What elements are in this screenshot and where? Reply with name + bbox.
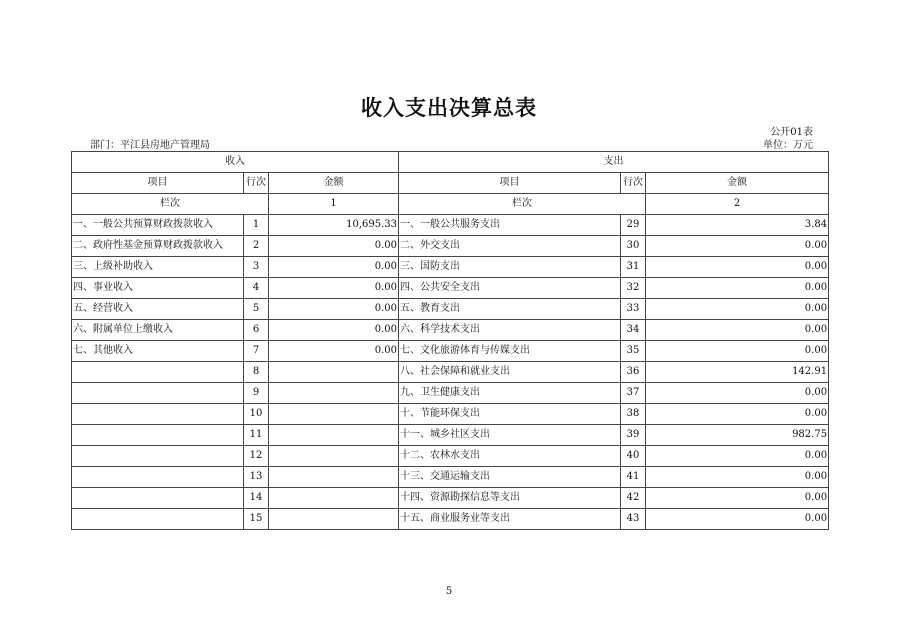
expense-amount-cell: 0.00 — [646, 299, 829, 320]
expense-amount-cell: 0.00 — [646, 446, 829, 467]
income-line-cell: 15 — [244, 509, 269, 530]
table-row — [72, 404, 829, 425]
table-row — [72, 467, 829, 488]
income-item-cell: 三、上级补助收入 — [72, 257, 244, 278]
column-number-row — [72, 194, 829, 215]
expense-header: 支出 — [399, 152, 829, 173]
expense-amount-cell: 0.00 — [646, 236, 829, 257]
expense-amount-cell: 0.00 — [646, 341, 829, 362]
expense-amount-cell: 0.00 — [646, 404, 829, 425]
expense-item-cell: 三、国防支出 — [399, 257, 621, 278]
expense-item-cell: 八、社会保障和就业支出 — [399, 362, 621, 383]
income-item-cell: 七、其他收入 — [72, 341, 244, 362]
expense-line-cell: 39 — [621, 425, 646, 446]
expense-amount-cell: 0.00 — [646, 467, 829, 488]
income-header: 收入 — [72, 152, 399, 173]
income-amount-cell — [269, 467, 399, 488]
income-item-cell — [72, 467, 244, 488]
income-amount-cell: 0.00 — [269, 299, 399, 320]
expense-line-cell: 42 — [621, 488, 646, 509]
expense-amount-cell: 0.00 — [646, 383, 829, 404]
income-line-cell: 5 — [244, 299, 269, 320]
income-line-cell: 10 — [244, 404, 269, 425]
unit-label: 单位：万元 — [763, 140, 813, 151]
expense-item-cell: 十五、商业服务业等支出 — [399, 509, 621, 530]
income-line-cell: 6 — [244, 320, 269, 341]
income-amount-cell: 0.00 — [269, 236, 399, 257]
expense-amount-cell: 0.00 — [646, 488, 829, 509]
income-item-cell — [72, 488, 244, 509]
expense-line-cell: 43 — [621, 509, 646, 530]
income-item-cell — [72, 383, 244, 404]
expense-item-cell: 十一、城乡社区支出 — [399, 425, 621, 446]
expense-item-header: 项目 — [399, 173, 621, 194]
expense-line-cell: 29 — [621, 215, 646, 236]
income-line-cell: 8 — [244, 362, 269, 383]
income-item-cell: 五、经营收入 — [72, 299, 244, 320]
income-line-cell: 14 — [244, 488, 269, 509]
income-amount-cell: 0.00 — [269, 257, 399, 278]
expense-item-cell: 二、外交支出 — [399, 236, 621, 257]
income-line-cell: 2 — [244, 236, 269, 257]
income-item-cell — [72, 362, 244, 383]
department-label: 部门：平江县房地产管理局 — [90, 140, 210, 151]
expense-line-cell: 33 — [621, 299, 646, 320]
expense-item-cell: 一、一般公共服务支出 — [399, 215, 621, 236]
income-item-cell: 六、附属单位上缴收入 — [72, 320, 244, 341]
expense-line-cell: 30 — [621, 236, 646, 257]
page-number: 5 — [445, 586, 453, 597]
income-expense-table — [71, 151, 829, 530]
income-item-cell — [72, 425, 244, 446]
table-row — [72, 509, 829, 530]
expense-amount-cell: 0.00 — [646, 278, 829, 299]
expense-line-cell: 41 — [621, 467, 646, 488]
income-column-number: 1 — [269, 194, 399, 215]
page-title: 收入支出决算总表 — [361, 96, 537, 120]
income-amount-cell: 0.00 — [269, 320, 399, 341]
expense-item-cell: 九、卫生健康支出 — [399, 383, 621, 404]
income-column-label: 栏次 — [72, 194, 269, 215]
table-row — [72, 278, 829, 299]
column-header-row — [72, 173, 829, 194]
expense-line-cell: 32 — [621, 278, 646, 299]
expense-item-cell: 五、教育支出 — [399, 299, 621, 320]
income-amount-cell: 0.00 — [269, 341, 399, 362]
income-amount-cell — [269, 404, 399, 425]
expense-line-cell: 40 — [621, 446, 646, 467]
expense-amount-cell: 982.75 — [646, 425, 829, 446]
income-amount-cell — [269, 425, 399, 446]
expense-item-cell: 七、文化旅游体育与传媒支出 — [399, 341, 621, 362]
expense-item-cell: 十四、资源勘探信息等支出 — [399, 488, 621, 509]
expense-line-cell: 38 — [621, 404, 646, 425]
expense-line-cell: 35 — [621, 341, 646, 362]
expense-amount-cell: 142.91 — [646, 362, 829, 383]
expense-column-number: 2 — [646, 194, 829, 215]
expense-item-cell: 十二、农林水支出 — [399, 446, 621, 467]
table-row — [72, 236, 829, 257]
income-line-cell: 7 — [244, 341, 269, 362]
income-line-cell: 12 — [244, 446, 269, 467]
income-amount-cell — [269, 509, 399, 530]
income-amount-cell: 10,695.33 — [269, 215, 399, 236]
expense-amount-cell: 3.84 — [646, 215, 829, 236]
income-amount-cell — [269, 362, 399, 383]
expense-column-label: 栏次 — [399, 194, 646, 215]
income-amount-cell — [269, 383, 399, 404]
income-line-cell: 13 — [244, 467, 269, 488]
income-item-cell: 一、一般公共预算财政拨款收入 — [72, 215, 244, 236]
income-amount-cell: 0.00 — [269, 278, 399, 299]
expense-item-cell: 六、科学技术支出 — [399, 320, 621, 341]
income-item-cell — [72, 446, 244, 467]
income-line-cell: 1 — [244, 215, 269, 236]
income-line-cell: 3 — [244, 257, 269, 278]
income-amount-header: 金额 — [269, 173, 399, 194]
form-code: 公开01表 — [770, 127, 813, 138]
expense-line-cell: 37 — [621, 383, 646, 404]
table-row — [72, 446, 829, 467]
section-header-row — [72, 152, 829, 173]
expense-line-cell: 31 — [621, 257, 646, 278]
income-item-cell — [72, 404, 244, 425]
table-row — [72, 257, 829, 278]
income-amount-cell — [269, 446, 399, 467]
income-item-cell — [72, 509, 244, 530]
expense-amount-cell: 0.00 — [646, 320, 829, 341]
expense-line-header: 行次 — [621, 173, 646, 194]
income-line-header: 行次 — [244, 173, 269, 194]
expense-item-cell: 十三、交通运输支出 — [399, 467, 621, 488]
table-row — [72, 425, 829, 446]
table-row — [72, 383, 829, 404]
table-row — [72, 341, 829, 362]
expense-item-cell: 四、公共安全支出 — [399, 278, 621, 299]
income-item-cell: 四、事业收入 — [72, 278, 244, 299]
table-row — [72, 488, 829, 509]
income-item-cell: 二、政府性基金预算财政拨款收入 — [72, 236, 244, 257]
income-line-cell: 4 — [244, 278, 269, 299]
table-row — [72, 320, 829, 341]
expense-line-cell: 34 — [621, 320, 646, 341]
income-amount-cell — [269, 488, 399, 509]
table-row — [72, 215, 829, 236]
expense-amount-cell: 0.00 — [646, 509, 829, 530]
income-line-cell: 9 — [244, 383, 269, 404]
income-item-header: 项目 — [72, 173, 244, 194]
expense-line-cell: 36 — [621, 362, 646, 383]
table-row — [72, 362, 829, 383]
expense-item-cell: 十、节能环保支出 — [399, 404, 621, 425]
expense-amount-cell: 0.00 — [646, 257, 829, 278]
expense-amount-header: 金额 — [646, 173, 829, 194]
table-row — [72, 299, 829, 320]
income-line-cell: 11 — [244, 425, 269, 446]
